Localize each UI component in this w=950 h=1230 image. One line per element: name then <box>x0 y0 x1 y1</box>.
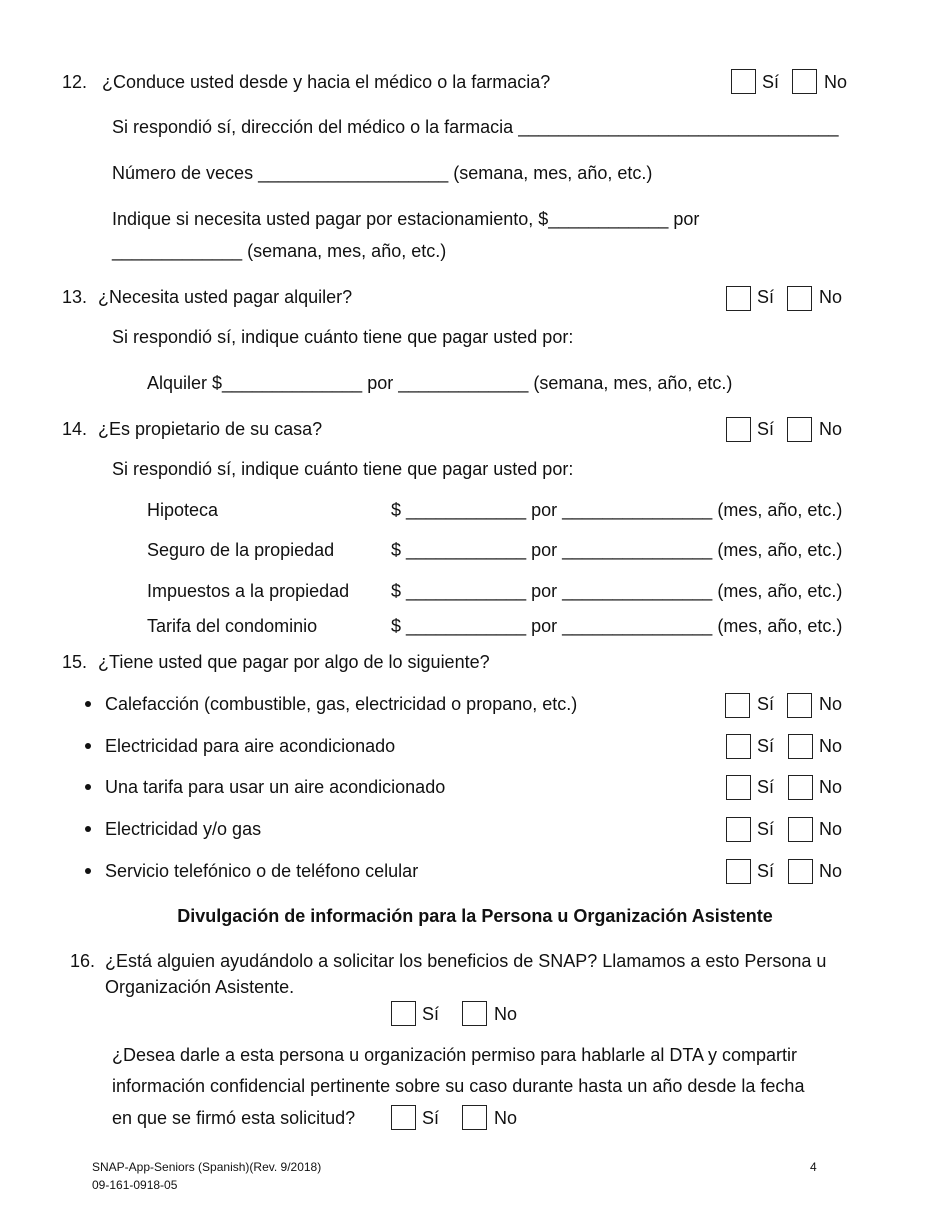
q16-yes-checkbox[interactable] <box>391 1001 416 1026</box>
q15-item-yes-checkbox[interactable] <box>725 693 750 718</box>
q15-number: 15. <box>62 652 88 672</box>
bullet-icon <box>85 826 91 832</box>
q14-mortgage-field[interactable]: $ ____________ por _______________ (mes, año, etc.) <box>391 500 843 520</box>
q13-yes-checkbox[interactable] <box>726 286 751 311</box>
q16-question-line1: ¿Está alguien ayudándolo a solicitar los beneficios de SNAP? Llamamos a esto Persona u <box>105 951 827 971</box>
q14-yes-label: Sí <box>757 419 775 439</box>
q14-subtext: Si respondió sí, indique cuánto tiene que pagar usted por: <box>112 459 574 479</box>
q12-yes-checkbox[interactable] <box>731 69 756 94</box>
q16-no-checkbox[interactable] <box>462 1001 487 1026</box>
q14-row-label: Tarifa del condominio <box>147 616 318 636</box>
q14-insurance-field[interactable]: $ ____________ por _______________ (mes, año, etc.) <box>391 540 843 560</box>
q16-permission-line3: en que se firmó esta solicitud? <box>112 1108 356 1128</box>
q13-question: ¿Necesita usted pagar alquiler? <box>98 287 353 307</box>
q16-yes-label: Sí <box>422 1004 440 1024</box>
q15-item-label: Electricidad para aire acondicionado <box>105 736 396 756</box>
footer-form-name: SNAP-App-Seniors (Spanish)(Rev. 9/2018) <box>92 1160 322 1174</box>
q16-permission-line2: información confidencial pertinente sobre su caso durante hasta un año desde la fecha <box>112 1076 805 1096</box>
q15-yes-label: Sí <box>757 861 775 881</box>
bullet-icon <box>85 784 91 790</box>
q14-number: 14. <box>62 419 88 439</box>
q12-no-checkbox[interactable] <box>792 69 817 94</box>
q12-parking-field[interactable]: Indique si necesita usted pagar por estacionamiento, $____________ por <box>112 209 700 229</box>
q12-question: ¿Conduce usted desde y hacia el médico o la farmacia? <box>102 72 551 92</box>
q14-no-label: No <box>819 419 843 439</box>
q15-yes-label: Sí <box>757 694 775 714</box>
q14-row-label: Seguro de la propiedad <box>147 540 335 560</box>
q15-item-no-checkbox[interactable] <box>788 817 813 842</box>
q15-yes-label: Sí <box>757 777 775 797</box>
q15-item-label: Electricidad y/o gas <box>105 819 262 839</box>
q12-times-field[interactable]: Número de veces ___________________ (semana, mes, año, etc.) <box>112 163 653 183</box>
q13-rent-field[interactable]: Alquiler $______________ por _____________ (semana, mes, año, etc.) <box>147 373 733 393</box>
q14-row-label: Impuestos a la propiedad <box>147 581 350 601</box>
q12-number: 12. <box>62 72 88 92</box>
q16-permission-no-label: No <box>494 1108 518 1128</box>
q12-yes-label: Sí <box>762 72 780 92</box>
q15-item-yes-checkbox[interactable] <box>726 734 751 759</box>
q15-no-label: No <box>819 694 843 714</box>
q14-condo-fee-field[interactable]: $ ____________ por _______________ (mes, año, etc.) <box>391 616 843 636</box>
q15-item-yes-checkbox[interactable] <box>726 859 751 884</box>
q16-permission-no-checkbox[interactable] <box>462 1105 487 1130</box>
q15-item-label: Una tarifa para usar un aire acondicionado <box>105 777 446 797</box>
q15-item-yes-checkbox[interactable] <box>726 817 751 842</box>
q15-yes-label: Sí <box>757 819 775 839</box>
q15-item-yes-checkbox[interactable] <box>726 775 751 800</box>
q15-item-no-checkbox[interactable] <box>788 734 813 759</box>
q12-parking-period-field[interactable]: _____________ (semana, mes, año, etc.) <box>112 241 447 261</box>
q15-no-label: No <box>819 861 843 881</box>
footer-form-code: 09-161-0918-05 <box>92 1178 178 1192</box>
q13-number: 13. <box>62 287 88 307</box>
q16-no-label: No <box>494 1004 518 1024</box>
q15-no-label: No <box>819 819 843 839</box>
q15-item-no-checkbox[interactable] <box>788 775 813 800</box>
q15-no-label: No <box>819 777 843 797</box>
bullet-icon <box>85 743 91 749</box>
q12-no-label: No <box>824 72 848 92</box>
q16-number: 16. <box>70 951 96 971</box>
bullet-icon <box>85 701 91 707</box>
q15-yes-label: Sí <box>757 736 775 756</box>
q13-no-label: No <box>819 287 843 307</box>
q14-question: ¿Es propietario de su casa? <box>98 419 323 439</box>
footer-page-number: 4 <box>810 1160 817 1174</box>
q16-permission-yes-label: Sí <box>422 1108 440 1128</box>
q15-question: ¿Tiene usted que pagar por algo de lo siguiente? <box>98 652 490 672</box>
bullet-icon <box>85 868 91 874</box>
q15-item-label: Calefacción (combustible, gas, electricidad o propano, etc.) <box>105 694 578 714</box>
q13-yes-label: Sí <box>757 287 775 307</box>
q15-item-no-checkbox[interactable] <box>787 693 812 718</box>
q15-item-no-checkbox[interactable] <box>788 859 813 884</box>
q12-address-field[interactable]: Si respondió sí, dirección del médico o la farmacia ________________________________ <box>112 117 839 137</box>
q14-no-checkbox[interactable] <box>787 417 812 442</box>
q15-item-label: Servicio telefónico o de teléfono celular <box>105 861 419 881</box>
q14-yes-checkbox[interactable] <box>726 417 751 442</box>
section-heading: Divulgación de información para la Persona u Organización Asistente <box>177 906 773 926</box>
q16-permission-yes-checkbox[interactable] <box>391 1105 416 1130</box>
q15-no-label: No <box>819 736 843 756</box>
q16-question-line2: Organización Asistente. <box>105 977 295 997</box>
q13-subtext: Si respondió sí, indique cuánto tiene que pagar usted por: <box>112 327 574 347</box>
q14-taxes-field[interactable]: $ ____________ por _______________ (mes, año, etc.) <box>391 581 843 601</box>
q16-permission-line1: ¿Desea darle a esta persona u organización permiso para hablarle al DTA y compartir <box>112 1045 798 1065</box>
q13-no-checkbox[interactable] <box>787 286 812 311</box>
q14-row-label: Hipoteca <box>147 500 219 520</box>
